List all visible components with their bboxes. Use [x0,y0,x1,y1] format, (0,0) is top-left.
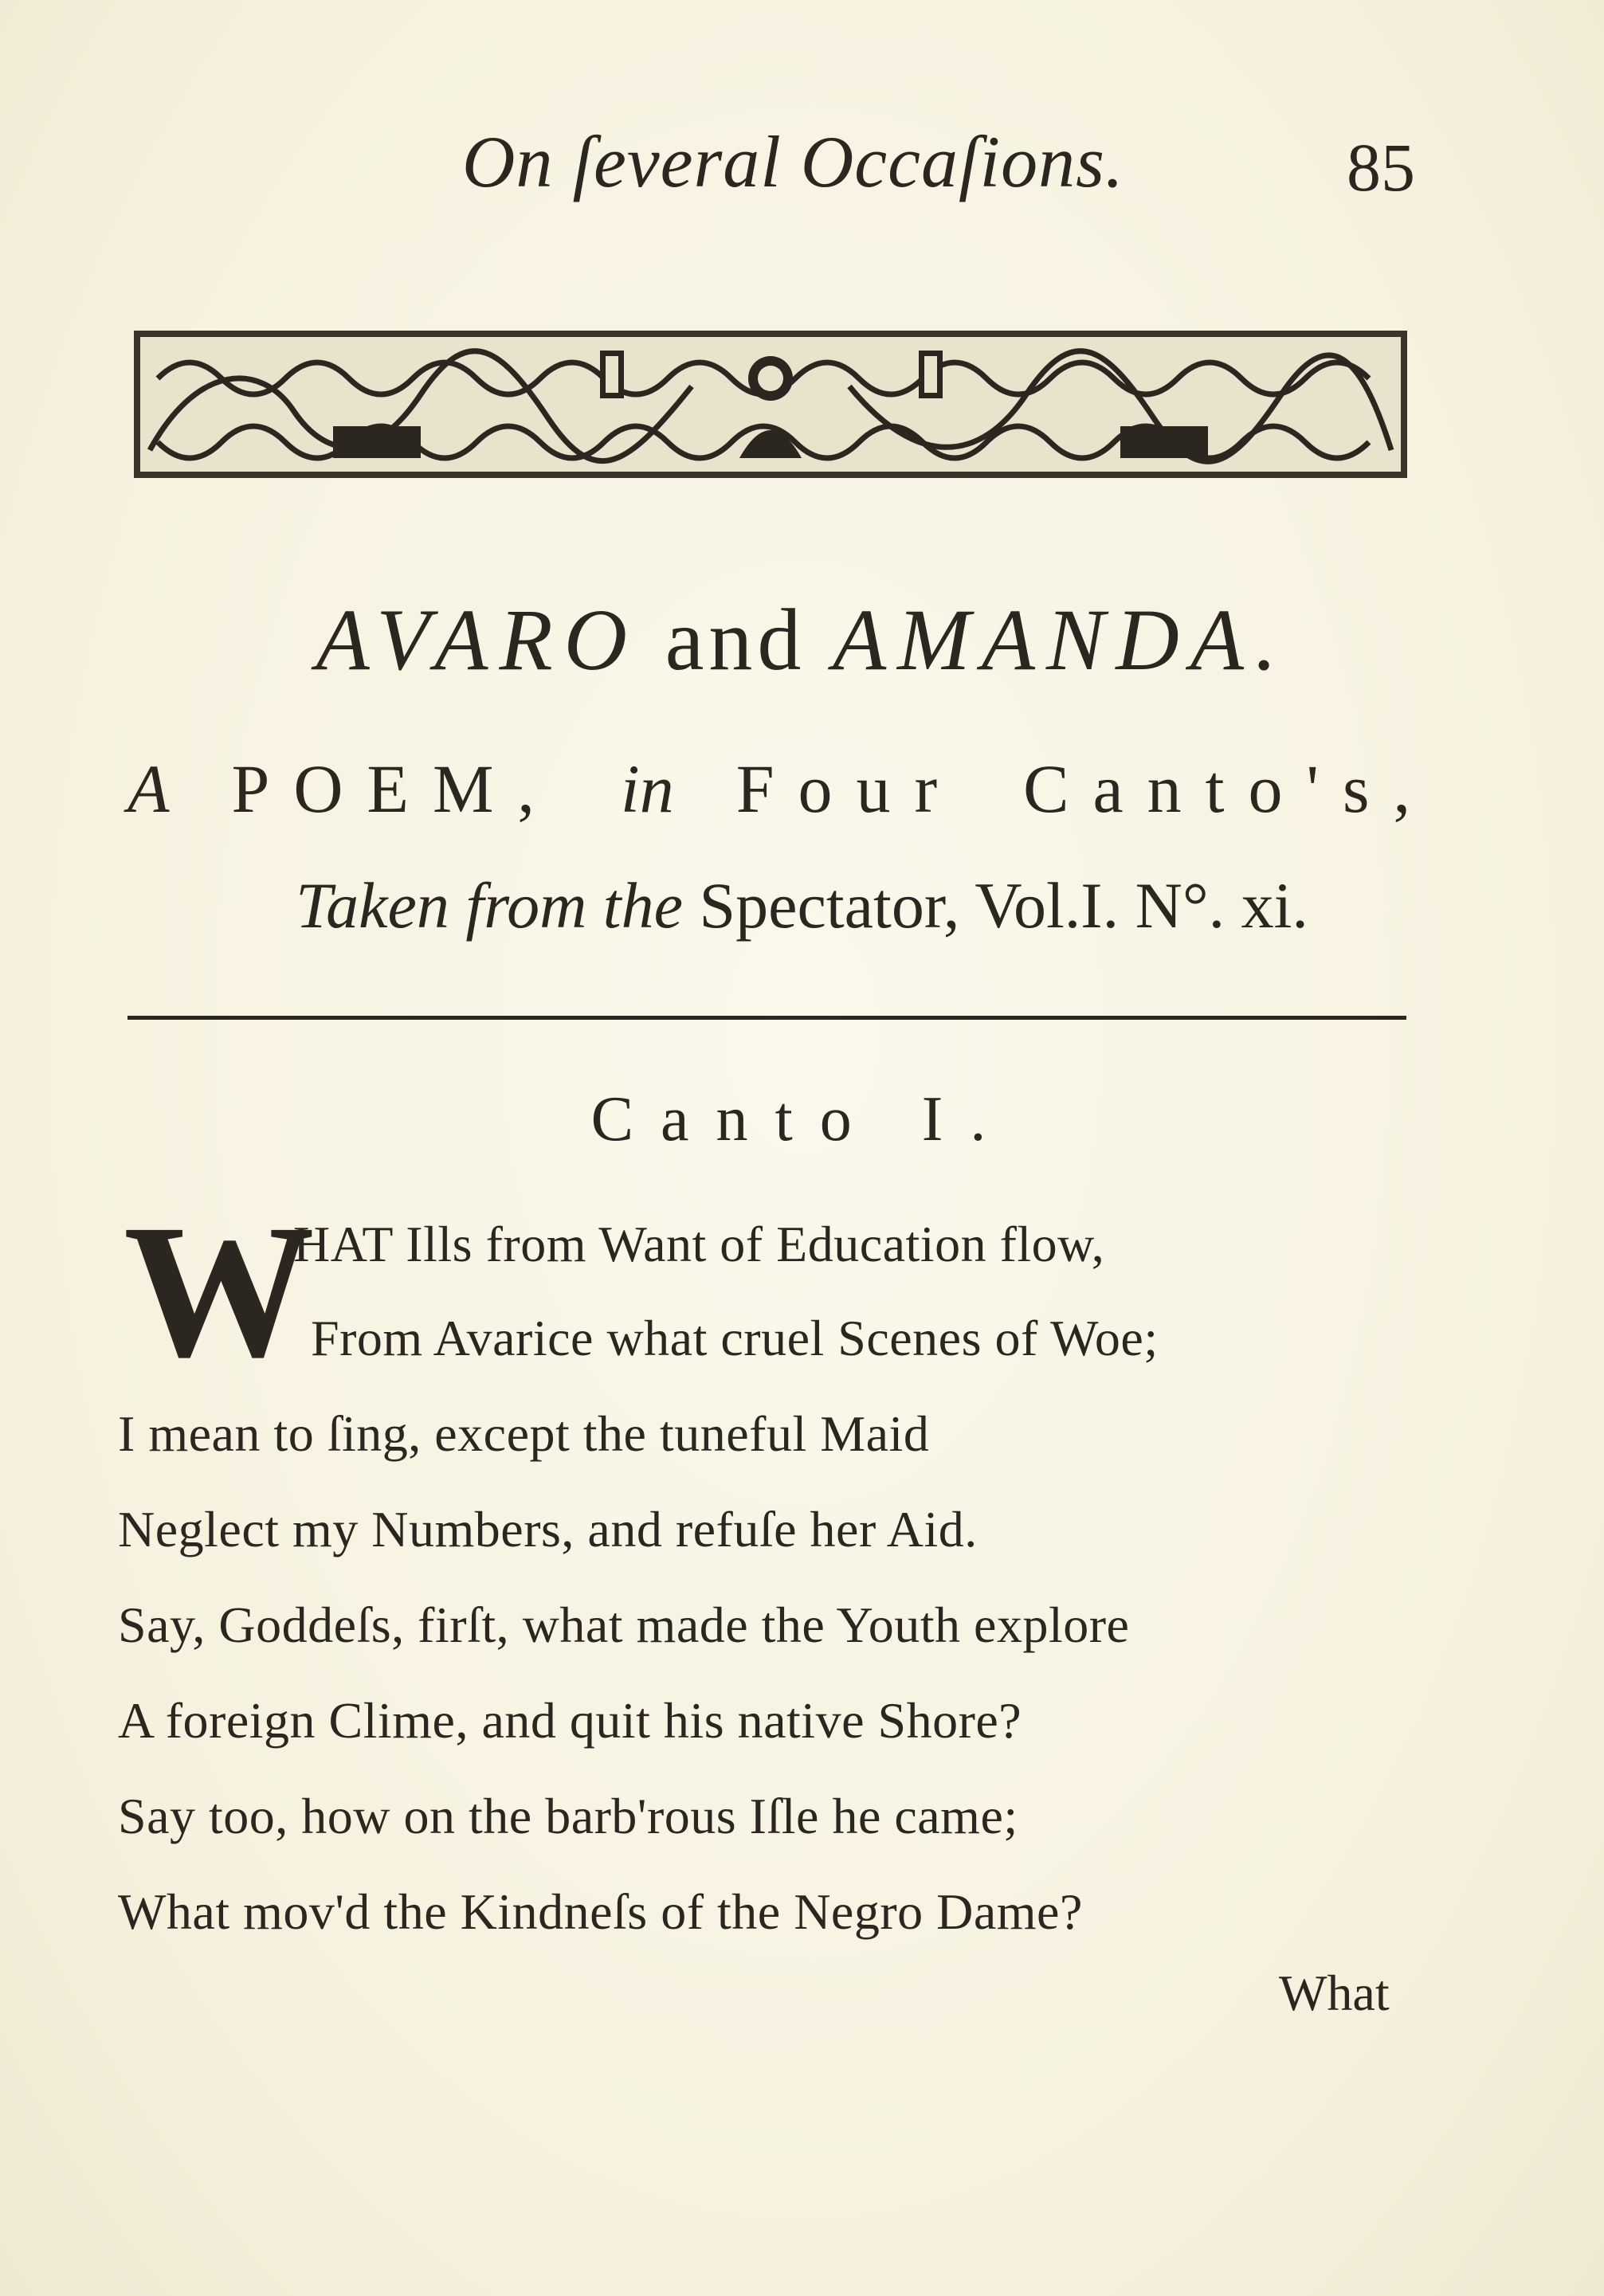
verse-line-4: Neglect my Numbers, and refuſe her Aid. [118,1501,978,1557]
verse-line-7: Say too, how on the barb'rous Iſle he came; [118,1788,1018,1844]
source-italic: Taken from the [296,869,683,942]
verse-line-5: Say, Goddeſs, firſt, what made the Youth explore [118,1597,1130,1653]
catchword: What [1279,1965,1390,2021]
running-head: On ſeveral Occaſions. [462,121,1124,202]
subtitle-cantos: Canto's, [1023,750,1434,827]
verse-line-2: From Avarice what cruel Scenes of Woe; [311,1310,1159,1366]
verse-line-8: What mov'd the Kindneſs of the Negro Dame? [118,1883,1083,1940]
title-avaro: AVARO [316,591,639,688]
poem-title [0,590,1604,691]
verse-line-3: I mean to ſing, except the tuneful Maid [118,1405,930,1462]
title-amanda: AMANDA. [832,591,1288,688]
ornamental-headpiece-icon [134,331,1407,478]
page-number: 85 [1347,129,1415,206]
canto-heading: Canto I. [590,1084,1014,1154]
subtitle-a: A [127,750,170,827]
poem-source [0,868,1604,943]
subtitle-poem: POEM, [231,750,559,827]
source-roman: Spectator, Vol.I. N°. xi. [699,869,1308,942]
poem-subtitle [127,749,1434,829]
divider-rule [127,1016,1406,1020]
title-and: and [665,591,806,688]
verse-line-6: A foreign Clime, and quit his native Shore? [118,1692,1022,1749]
subtitle-in: in [620,750,674,827]
drop-cap: W [124,1185,315,1397]
verse-line-1: HAT Ills from Want of Education flow, [293,1216,1105,1272]
subtitle-four: Four [735,750,962,827]
